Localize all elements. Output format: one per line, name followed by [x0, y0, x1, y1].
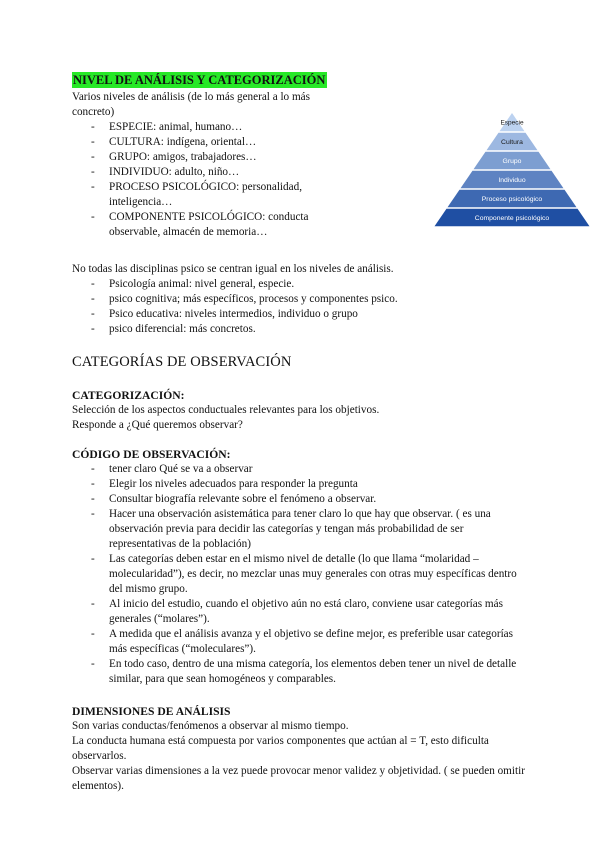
list-item: - psico cognitiva; más específicos, procesos y componentes psico.	[72, 292, 532, 307]
pyramid-level-label: Cultura	[501, 139, 523, 146]
section-intro: Varios niveles de análisis (de lo más general a lo más concreto)	[72, 91, 310, 118]
list-item: - Hacer una observación asistemática para tener claro lo que hay que observar. ( es una observación previa para decidir las categorías y tengan más probabilidad de ser representativas de la población)	[72, 507, 532, 552]
section-disciplinas	[72, 262, 532, 337]
document-page	[72, 72, 550, 794]
levels-pyramid-diagram	[402, 110, 600, 230]
dimensiones-line: Observar varias dimensiones a la vez puede provocar menor validez y objetividad. ( se pueden omitir elementos).	[72, 765, 525, 792]
categorizacion-line: Selección de los aspectos conductuales relevantes para los objetivos.	[72, 404, 380, 416]
list-item: - GRUPO: amigos, trabajadores…	[72, 150, 342, 165]
list-item: - Psicología animal: nivel general, especie.	[72, 277, 532, 292]
list-item: - COMPONENTE PSICOLÓGICO: conducta observable, almacén de memoria…	[72, 210, 342, 240]
list-item: - psico diferencial: más concretos.	[72, 322, 532, 337]
pyramid-level-label: Proceso psicológico	[481, 196, 543, 203]
pyramid-level-label: Componente psicológico	[474, 215, 550, 222]
list-item: - tener claro Qué se va a observar	[72, 462, 532, 477]
list-item: - Psico educativa: niveles intermedios, individuo o grupo	[72, 307, 532, 322]
list-item: - ESPECIE: animal, humano…	[72, 120, 342, 135]
heading-dimensiones: DIMENSIONES DE ANÁLISIS	[72, 705, 231, 718]
heading-codigo: CÓDIGO DE OBSERVACIÓN:	[72, 448, 231, 461]
heading-categorizacion: CATEGORIZACIÓN:	[72, 389, 185, 402]
list-item: - A medida que el análisis avanza y el objetivo se define mejor, es preferible usar categorías más específicas (“moleculares”).	[72, 627, 532, 657]
pyramid-level-label: Especie	[500, 119, 524, 127]
list-item: - INDIVIDUO: adulto, niño…	[72, 165, 342, 180]
pyramid-svg	[402, 110, 600, 230]
list-item: - Consultar biografía relevante sobre el fenómeno a observar.	[72, 492, 532, 507]
disciplinas-intro: No todas las disciplinas psico se centran igual en los niveles de análisis.	[72, 263, 394, 275]
dimensiones-line: Son varias conductas/fenómenos a observar al mismo tiempo.	[72, 720, 349, 732]
list-item: - CULTURA: indígena, oriental…	[72, 135, 342, 150]
categorizacion-line: Responde a ¿Qué queremos observar?	[72, 419, 243, 431]
pyramid-level-label: Individuo	[498, 177, 526, 184]
list-item: - En todo caso, dentro de una misma categoría, los elementos deben tener un nivel de detalle similar, para que sean homogéneos y comparables.	[72, 657, 532, 687]
section-title-nivel-analisis: NIVEL DE ANÁLISIS Y CATEGORIZACIÓN	[73, 73, 326, 87]
list-item: - Elegir los niveles adecuados para responder la pregunta	[72, 477, 532, 492]
dimensiones-line: La conducta humana está compuesta por varios componentes que actúan al = T, esto dificulta observarlos.	[72, 735, 489, 762]
codigo-list	[72, 462, 532, 687]
pyramid-level-label: Grupo	[502, 158, 522, 165]
disciplinas-list	[72, 277, 532, 337]
list-item: - Las categorías deben estar en el mismo nivel de detalle (lo que llama “molaridad – molecularidad”), es decir, no mezclar unas muy generales con otras muy específicas dentro del mismo grupo.	[72, 552, 532, 597]
list-item: - PROCESO PSICOLÓGICO: personalidad, inteligencia…	[72, 180, 342, 210]
list-item: - Al inicio del estudio, cuando el objetivo aún no está claro, conviene usar categorías más generales (“molares”).	[72, 597, 532, 627]
section-title-categorias: CATEGORÍAS DE OBSERVACIÓN	[72, 354, 292, 370]
levels-list	[72, 120, 342, 240]
